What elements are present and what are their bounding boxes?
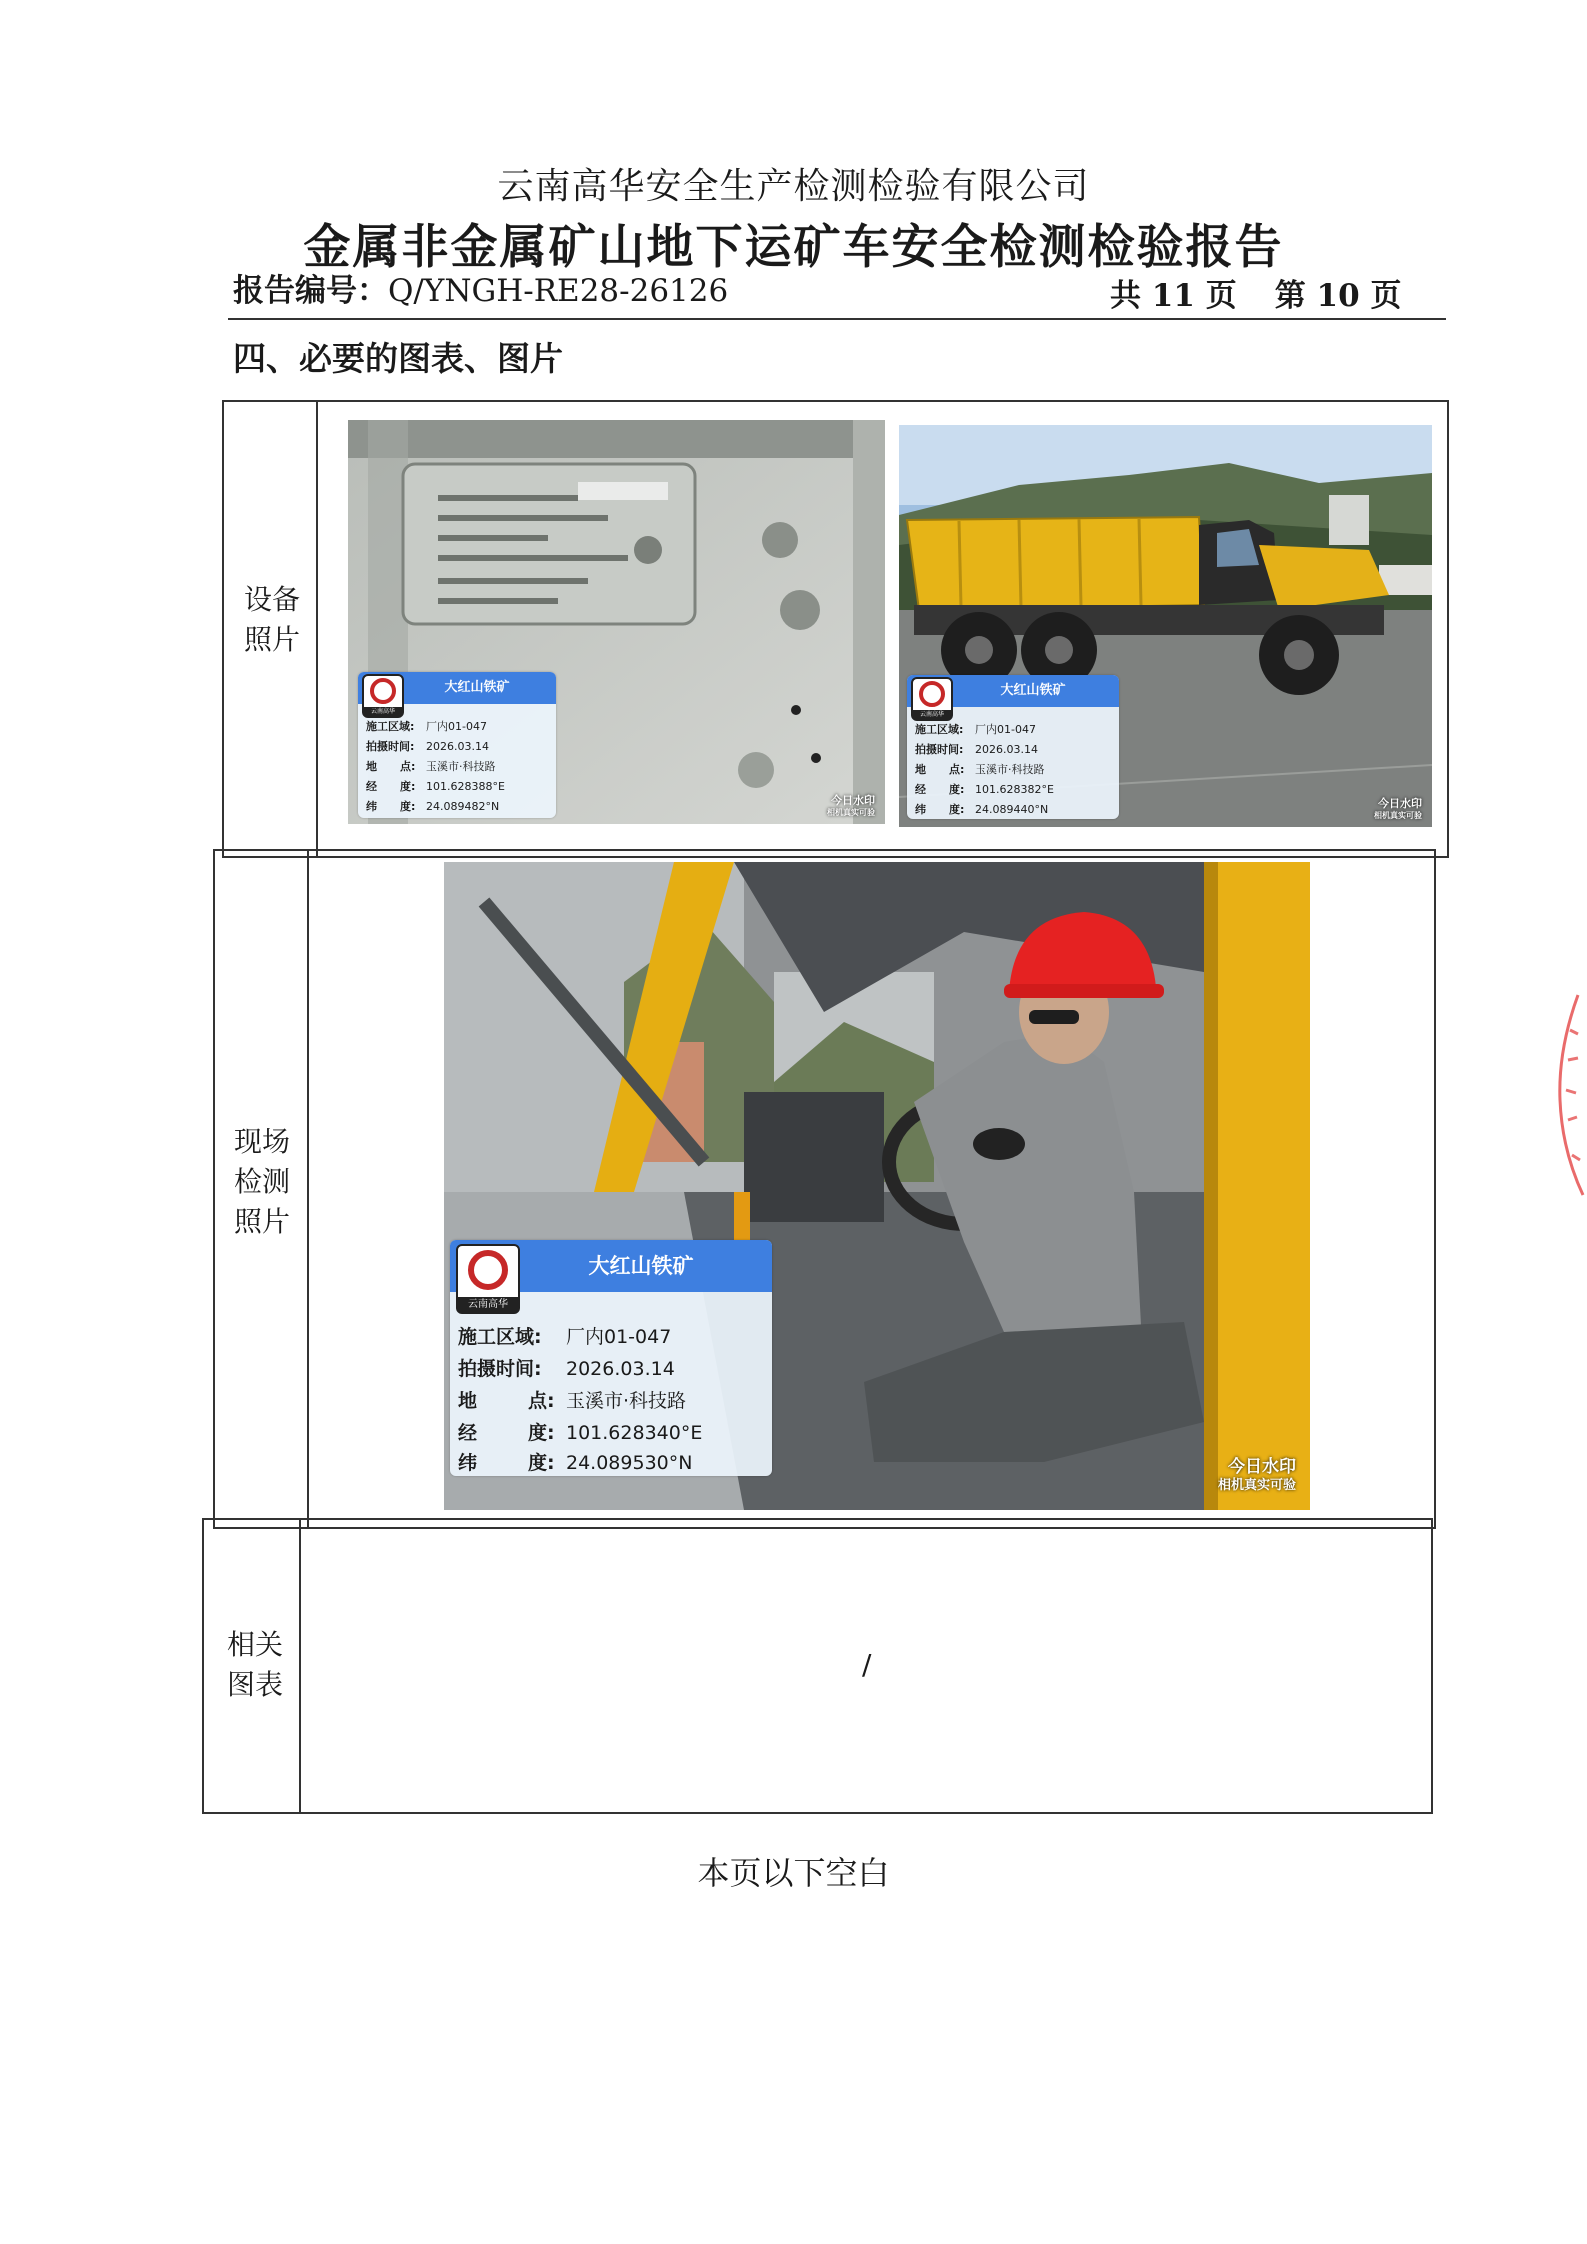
onsite-photo-label: 现场 检测 照片	[233, 1125, 290, 1238]
watermark-longitude: 经 度: 101.628388°E	[366, 780, 505, 793]
company-logo-icon: 云南高华	[362, 674, 404, 718]
charts-empty-mark: /	[862, 1648, 872, 1681]
onsite-row-divider	[307, 849, 309, 1529]
page-indicator	[1110, 270, 1439, 315]
watermark-area: 施工区域: 厂内01-047	[366, 720, 487, 733]
report-number-label: 报告编号：	[233, 273, 388, 309]
onsite-inspection-photo	[444, 862, 1310, 1510]
report-number-value: Q/YNGH-RE28-26126	[388, 273, 729, 309]
current-page: 第 10 页	[1274, 278, 1402, 314]
company-logo-icon: 云南高华	[456, 1244, 520, 1314]
watermark-place: 地 点: 玉溪市·科技路	[366, 760, 496, 773]
watermark-longitude: 经 度: 101.628382°E	[915, 783, 1054, 796]
watermark-latitude: 纬 度: 24.089482°N	[366, 800, 500, 813]
watermark-place: 地 点: 玉溪市·科技路	[458, 1390, 687, 1412]
camera-brand-mark: 今日水印 相机真实可验	[1217, 1456, 1296, 1493]
watermark-title: 大红山铁矿	[358, 672, 556, 704]
watermark-time: 拍摄时间: 2026.03.14	[458, 1358, 675, 1380]
report-number	[233, 265, 728, 310]
truck-photo	[899, 425, 1432, 827]
photo-watermark	[907, 675, 1119, 819]
watermark-area: 施工区域: 厂内01-047	[458, 1326, 672, 1348]
seal-stamp-icon	[1548, 990, 1587, 1200]
photo-watermark	[358, 672, 556, 818]
company-name: 云南高华安全生产检测检验有限公司	[497, 166, 1090, 207]
report-title: 金属非金属矿山地下运矿车安全检测检验报告	[303, 220, 1284, 275]
company-logo-icon: 云南高华	[911, 677, 953, 721]
camera-brand-mark: 今日水印 相机真实可验	[827, 794, 875, 817]
blank-below-note: 本页以下空白	[697, 1854, 890, 1892]
photo-watermark	[450, 1240, 772, 1476]
charts-row-frame	[202, 1518, 1433, 1814]
watermark-latitude: 纬 度: 24.089440°N	[915, 803, 1049, 816]
watermark-place: 地 点: 玉溪市·科技路	[915, 763, 1045, 776]
section-title: 四、必要的图表、图片	[233, 339, 563, 378]
watermark-title: 大红山铁矿	[450, 1240, 772, 1292]
watermark-time: 拍摄时间: 2026.03.14	[915, 743, 1038, 756]
watermark-title: 大红山铁矿	[907, 675, 1119, 707]
camera-brand-mark: 今日水印 相机真实可验	[1374, 797, 1422, 820]
header-rule	[228, 318, 1446, 320]
charts-row-divider	[299, 1518, 301, 1814]
watermark-latitude: 纬 度: 24.089530°N	[458, 1452, 693, 1474]
related-charts-label: 相关 图表	[226, 1628, 283, 1701]
equipment-photo-label: 设备 照片	[243, 583, 300, 656]
watermark-longitude: 经 度: 101.628340°E	[458, 1422, 703, 1444]
nameplate-photo	[348, 420, 885, 824]
watermark-time: 拍摄时间: 2026.03.14	[366, 740, 489, 753]
total-pages: 共 11 页	[1110, 278, 1237, 314]
equipment-row-divider	[316, 400, 318, 858]
watermark-area: 施工区域: 厂内01-047	[915, 723, 1036, 736]
